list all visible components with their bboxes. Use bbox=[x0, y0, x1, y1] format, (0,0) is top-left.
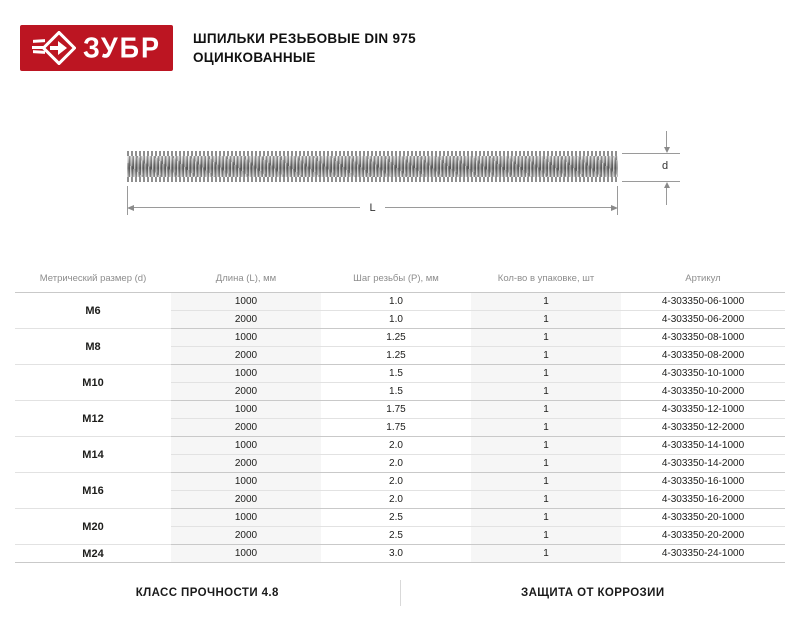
pitch-cell: 2.5 bbox=[321, 509, 471, 527]
sku-cell: 4-303350-06-1000 bbox=[621, 293, 785, 311]
pitch-cell: 2.0 bbox=[321, 455, 471, 473]
pack-cell: 1 bbox=[471, 509, 621, 527]
metric-size-cell: M24 bbox=[15, 545, 171, 563]
pitch-cell: 2.0 bbox=[321, 437, 471, 455]
l-dimension-label: L bbox=[369, 201, 376, 214]
pack-cell: 1 bbox=[471, 455, 621, 473]
rod-thread-bottom bbox=[127, 177, 618, 182]
pitch-cell: 2.0 bbox=[321, 491, 471, 509]
pitch-cell: 3.0 bbox=[321, 545, 471, 563]
sku-cell: 4-303350-20-2000 bbox=[621, 527, 785, 545]
metric-size-cell: M12 bbox=[15, 401, 171, 437]
metric-size-cell: M6 bbox=[15, 293, 171, 329]
brand-logo-text: ЗУБР bbox=[82, 31, 162, 64]
pack-cell: 1 bbox=[471, 329, 621, 347]
length-cell: 1000 bbox=[171, 437, 321, 455]
technical-drawing bbox=[0, 0, 800, 260]
length-cell: 2000 bbox=[171, 311, 321, 329]
pack-cell: 1 bbox=[471, 383, 621, 401]
length-cell: 1000 bbox=[171, 293, 321, 311]
metric-size-cell: M10 bbox=[15, 365, 171, 401]
length-cell: 1000 bbox=[171, 509, 321, 527]
product-title-line1: ШПИЛЬКИ РЕЗЬБОВЫЕ DIN 975 bbox=[193, 31, 416, 46]
d-arrowhead-down-icon bbox=[664, 147, 670, 153]
d-arrowhead-up-icon bbox=[664, 182, 670, 188]
table-row bbox=[15, 401, 785, 419]
pack-cell: 1 bbox=[471, 473, 621, 491]
d-extension-line-top bbox=[622, 153, 680, 154]
table-row bbox=[15, 293, 785, 311]
length-cell: 2000 bbox=[171, 491, 321, 509]
l-dimension bbox=[127, 201, 618, 214]
sku-cell: 4-303350-08-1000 bbox=[621, 329, 785, 347]
pitch-cell: 1.75 bbox=[321, 401, 471, 419]
rod-body bbox=[127, 156, 618, 177]
sku-cell: 4-303350-08-2000 bbox=[621, 347, 785, 365]
pack-cell: 1 bbox=[471, 401, 621, 419]
pitch-cell: 1.75 bbox=[321, 419, 471, 437]
sku-cell: 4-303350-24-1000 bbox=[621, 545, 785, 563]
metric-size-cell: M8 bbox=[15, 329, 171, 365]
pack-cell: 1 bbox=[471, 365, 621, 383]
spec-table-header bbox=[15, 266, 785, 293]
column-header-1: Длина (L), мм bbox=[171, 266, 321, 293]
pitch-cell: 1.25 bbox=[321, 329, 471, 347]
table-row bbox=[15, 329, 785, 347]
sku-cell: 4-303350-12-1000 bbox=[621, 401, 785, 419]
length-cell: 2000 bbox=[171, 383, 321, 401]
column-header-2: Шаг резьбы (P), мм bbox=[321, 266, 471, 293]
table-row bbox=[15, 509, 785, 527]
sku-cell: 4-303350-14-2000 bbox=[621, 455, 785, 473]
sku-cell: 4-303350-10-2000 bbox=[621, 383, 785, 401]
pack-cell: 1 bbox=[471, 347, 621, 365]
pitch-cell: 1.5 bbox=[321, 365, 471, 383]
length-cell: 2000 bbox=[171, 527, 321, 545]
sku-cell: 4-303350-06-2000 bbox=[621, 311, 785, 329]
sku-cell: 4-303350-20-1000 bbox=[621, 509, 785, 527]
column-header-0: Метрический размер (d) bbox=[15, 266, 171, 293]
corrosion-protection-badge: ЗАЩИТА ОТ КОРРОЗИИ bbox=[521, 587, 665, 599]
pitch-cell: 2.0 bbox=[321, 473, 471, 491]
l-dimension-line-left bbox=[134, 207, 360, 208]
table-row bbox=[15, 473, 785, 491]
sku-cell: 4-303350-12-2000 bbox=[621, 419, 785, 437]
threaded-rod-image bbox=[127, 151, 618, 182]
pack-cell: 1 bbox=[471, 527, 621, 545]
d-arrow-line-top bbox=[666, 131, 667, 148]
length-cell: 1000 bbox=[171, 545, 321, 563]
pitch-cell: 1.25 bbox=[321, 347, 471, 365]
column-header-3: Кол-во в упаковке, шт bbox=[471, 266, 621, 293]
length-cell: 1000 bbox=[171, 329, 321, 347]
pack-cell: 1 bbox=[471, 293, 621, 311]
pack-cell: 1 bbox=[471, 419, 621, 437]
pitch-cell: 1.0 bbox=[321, 311, 471, 329]
metric-size-cell: M14 bbox=[15, 437, 171, 473]
length-cell: 1000 bbox=[171, 401, 321, 419]
pack-cell: 1 bbox=[471, 311, 621, 329]
length-cell: 1000 bbox=[171, 365, 321, 383]
sku-cell: 4-303350-14-1000 bbox=[621, 437, 785, 455]
sku-cell: 4-303350-16-2000 bbox=[621, 491, 785, 509]
pack-cell: 1 bbox=[471, 545, 621, 563]
table-row bbox=[15, 365, 785, 383]
sku-cell: 4-303350-10-1000 bbox=[621, 365, 785, 383]
length-cell: 1000 bbox=[171, 473, 321, 491]
length-cell: 2000 bbox=[171, 419, 321, 437]
metric-size-cell: M20 bbox=[15, 509, 171, 545]
metric-size-cell: M16 bbox=[15, 473, 171, 509]
footer bbox=[15, 577, 785, 609]
l-dimension-line-right bbox=[385, 207, 611, 208]
d-extension-line-bottom bbox=[622, 181, 680, 182]
length-cell: 2000 bbox=[171, 347, 321, 365]
pitch-cell: 1.5 bbox=[321, 383, 471, 401]
pack-cell: 1 bbox=[471, 491, 621, 509]
table-row bbox=[15, 437, 785, 455]
d-arrow-line-bottom bbox=[666, 188, 667, 205]
column-header-4: Артикул bbox=[621, 266, 785, 293]
table-row bbox=[15, 545, 785, 563]
d-dimension-label: d bbox=[656, 160, 674, 172]
length-cell: 2000 bbox=[171, 455, 321, 473]
pitch-cell: 1.0 bbox=[321, 293, 471, 311]
l-arrowhead-left-icon bbox=[127, 205, 134, 211]
sku-cell: 4-303350-16-1000 bbox=[621, 473, 785, 491]
spec-table bbox=[15, 266, 785, 563]
strength-class-badge: КЛАСС ПРОЧНОСТИ 4.8 bbox=[135, 587, 279, 599]
product-title-line2: ОЦИНКОВАННЫЕ bbox=[193, 50, 316, 65]
pack-cell: 1 bbox=[471, 437, 621, 455]
pitch-cell: 2.5 bbox=[321, 527, 471, 545]
l-arrowhead-right-icon bbox=[611, 205, 618, 211]
